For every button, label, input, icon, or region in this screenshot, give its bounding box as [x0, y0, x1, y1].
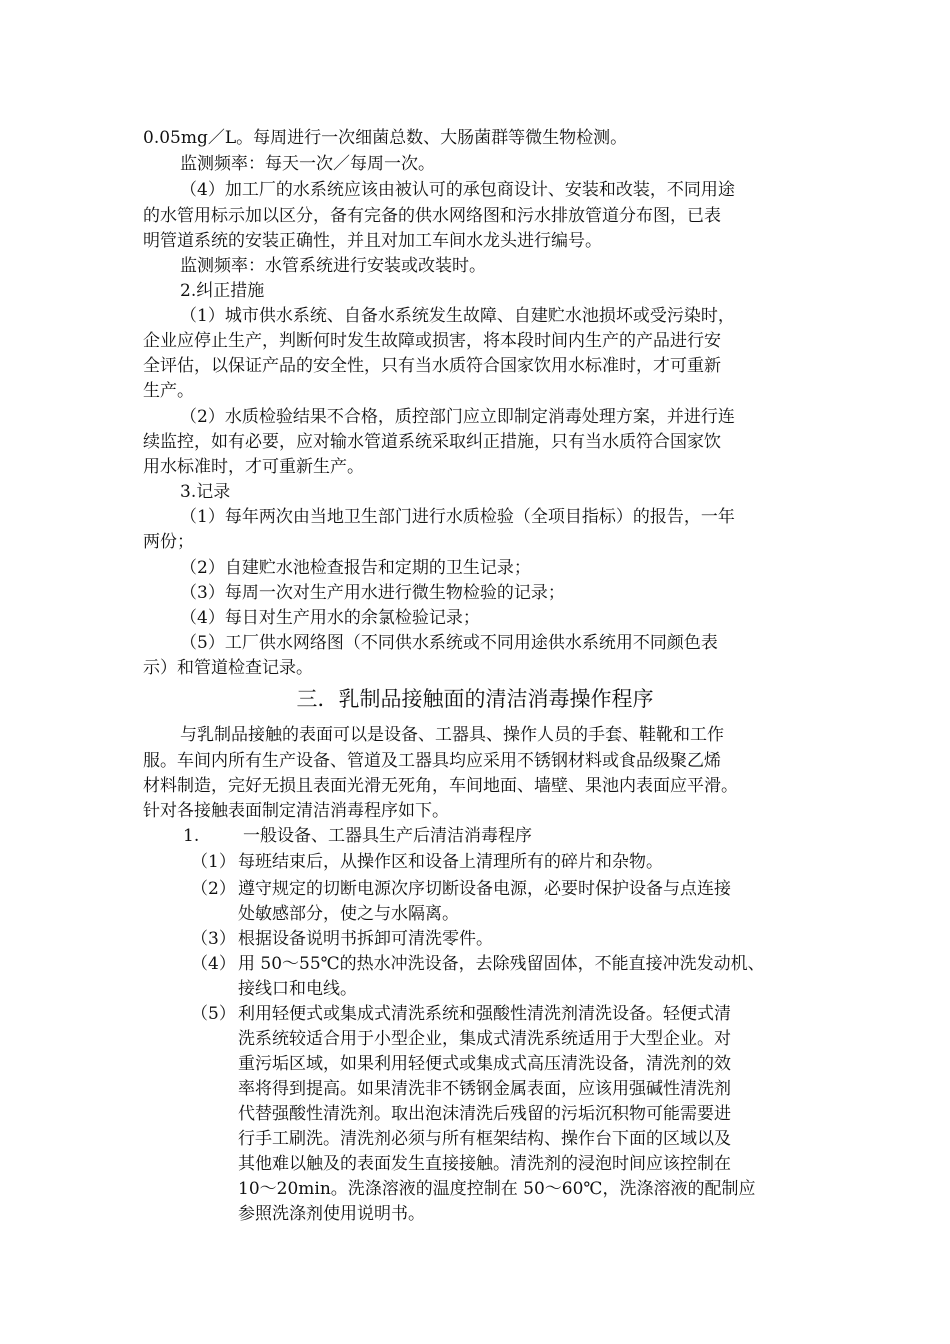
text-line: （2）水质检验结果不合格，质控部门应立即制定消毒处理方案，并进行连: [180, 407, 735, 427]
section-heading-records: 3.记录: [180, 482, 231, 502]
text-line: （3）每周一次对生产用水进行微生物检验的记录；: [180, 583, 565, 603]
step-number: （3）: [191, 929, 236, 949]
monitoring-frequency: 监测频率：每天一次／每周一次。: [180, 154, 435, 174]
text-line: 续监控，如有必要，应对输水管道系统采取纠正措施，只有当水质符合国家饮: [143, 432, 721, 452]
step-text: 率将得到提高。如果清洗非不锈钢金属表面，应该用强碱性清洗剂: [238, 1079, 731, 1099]
text-line: 用水标准时，才可重新生产。: [143, 457, 364, 477]
text-line: 的水管用标示加以区分，备有完备的供水网络图和污水排放管道分布图，已表: [143, 206, 721, 226]
text-line: （1）每年两次由当地卫生部门进行水质检验（全项目指标）的报告，一年: [180, 507, 735, 527]
step-text: 10～20min。洗涤溶液的温度控制在 50～60℃，洗涤溶液的配制应: [238, 1179, 756, 1199]
text-line: 示）和管道检查记录。: [143, 658, 313, 678]
step-text: 用 50～55℃的热水冲洗设备，去除残留固体，不能直接冲洗发动机、: [238, 954, 765, 974]
subsection-title: 一般设备、工器具生产后清洁消毒程序: [243, 826, 532, 846]
section-heading-corrective: 2.纠正措施: [180, 281, 265, 301]
text-line: 服。车间内所有生产设备、管道及工器具均应采用不锈钢材料或食品级聚乙烯: [143, 751, 721, 771]
monitoring-frequency: 监测频率：水管系统进行安装或改装时。: [180, 256, 486, 276]
text-line: 与乳制品接触的表面可以是设备、工器具、操作人员的手套、鞋靴和工作: [180, 725, 724, 745]
text-line: （2）自建贮水池检查报告和定期的卫生记录；: [180, 558, 531, 578]
step-text: 重污垢区域，如果利用轻便式或集成式高压清洗设备，清洗剂的效: [238, 1054, 731, 1074]
section-title: 三．乳制品接触面的清洁消毒操作程序: [296, 687, 654, 711]
step-text: 洗系统较适合用于小型企业，集成式清洗系统适用于大型企业。对: [238, 1029, 731, 1049]
step-text: 每班结束后，从操作区和设备上清理所有的碎片和杂物。: [238, 852, 663, 872]
step-number: （1）: [191, 852, 236, 872]
text-line: 材料制造，完好无损且表面光滑无死角，车间地面、墙壁、果池内表面应平滑。: [143, 776, 738, 796]
step-text: 代替强酸性清洗剂。取出泡沫清洗后残留的污垢沉积物可能需要进: [238, 1104, 731, 1124]
text-line: 明管道系统的安装正确性，并且对加工车间水龙头进行编号。: [143, 231, 602, 251]
text-line: 企业应停止生产，判断何时发生故障或损害，将本段时间内生产的产品进行安: [143, 331, 721, 351]
subsection-number: 1.: [183, 826, 200, 846]
text-line: （1）城市供水系统、自备水系统发生故障、自建贮水池损坏或受污染时，: [180, 306, 735, 326]
step-text: 其他难以触及的表面发生直接接触。清洗剂的浸泡时间应该控制在: [238, 1154, 731, 1174]
step-number: （2）: [191, 879, 236, 899]
step-text: 根据设备说明书拆卸可清洗零件。: [238, 929, 493, 949]
step-text: 接线口和电线。: [238, 979, 357, 999]
step-number: （5）: [191, 1004, 236, 1024]
step-text: 处敏感部分，使之与水隔离。: [238, 904, 459, 924]
step-text: 行手工刷洗。清洗剂必须与所有框架结构、操作台下面的区域以及: [238, 1129, 731, 1149]
text-line: 针对各接触表面制定清洁消毒程序如下。: [143, 801, 449, 821]
text-line: （4）加工厂的水系统应该由被认可的承包商设计、安装和改装，不同用途: [180, 180, 735, 200]
text-line: （5）工厂供水网络图（不同供水系统或不同用途供水系统用不同颜色表: [180, 633, 718, 653]
step-text: 参照洗涤剂使用说明书。: [238, 1204, 425, 1224]
text-line: 0.05mg／L。每周进行一次细菌总数、大肠菌群等微生物检测。: [143, 128, 628, 148]
text-line: （4）每日对生产用水的余氯检验记录；: [180, 608, 480, 628]
text-line: 全评估，以保证产品的安全性，只有当水质符合国家饮用水标准时，才可重新: [143, 356, 721, 376]
text-line: 两份；: [143, 532, 194, 552]
step-number: （4）: [191, 954, 236, 974]
step-text: 遵守规定的切断电源次序切断设备电源，必要时保护设备与点连接: [238, 879, 731, 899]
step-text: 利用轻便式或集成式清洗系统和强酸性清洗剂清洗设备。轻便式清: [238, 1004, 731, 1024]
text-line: 生产。: [143, 381, 194, 401]
